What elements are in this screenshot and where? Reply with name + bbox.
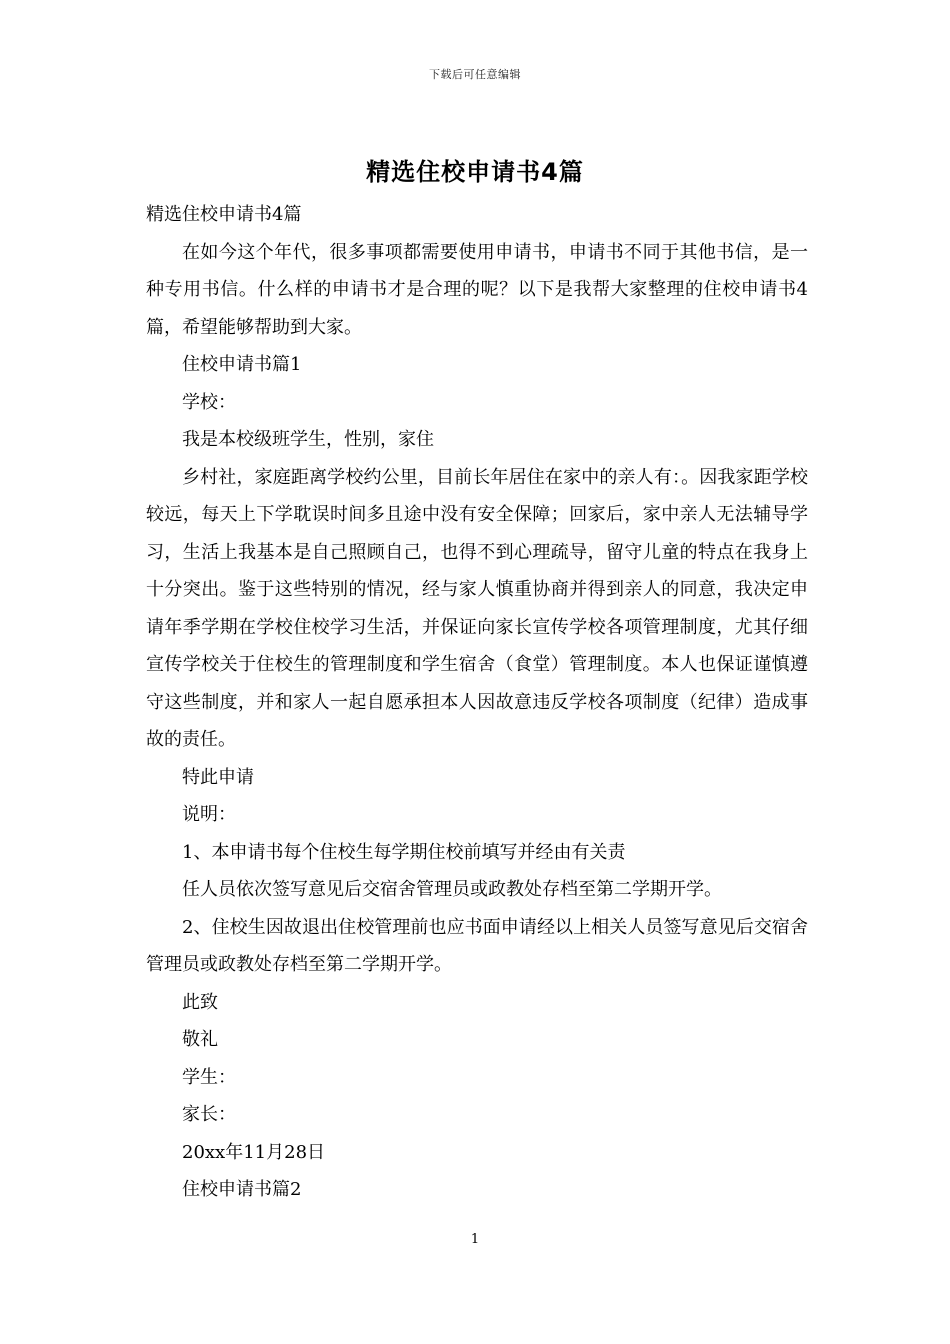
closing-greeting: 此致: [182, 991, 218, 1013]
document-title: 精选住校申请书4篇: [366, 158, 584, 186]
header-note: 下载后可任意编辑: [429, 68, 521, 81]
section-heading-1: 住校申请书篇1: [182, 354, 302, 375]
paragraph-request: 特此申请: [182, 766, 254, 788]
paragraph-note-1: 1、本申请书每个住校生每学期住校前填写并经由有关责: [182, 841, 626, 863]
paragraph-main: 乡村社，家庭距离学校约公里，目前长年居住在家中的亲人有：。因我家距学校较远，每天上下学耽误时间多且途中没有安全保障；回家后，家中亲人无法辅导学习，生活上我基本是自己照顾自己，也得不到心理疏导，留守儿童的特点在我身上十分突出。鉴于这些特别的情况，经与家人慎重协商并得到亲人的同意，我决定申请年季学期在学校住校学习生活，并保证向家长宣传学校各项管理制度，尤其仔细宣传学校关于住校生的管理制度和学生宿舍（食堂）管理制度。本人也保证谨慎遵守这些制度，并和家人一起自愿承担本人因故意违反学校各项制度（纪律）造成事故的责任。: [146, 466, 808, 750]
closing-salute: 敬礼: [182, 1029, 218, 1050]
section-heading-2: 住校申请书篇2: [182, 1179, 302, 1200]
paragraph-note-2: 2、住校生因故退出住校管理前也应书面申请经以上相关人员签写意见后交宿舍管理员或政教处存档至第二学期开学。: [146, 916, 808, 975]
paragraph-note-1-continued: 任人员依次签写意见后交宿舍管理员或政教处存档至第二学期开学。: [182, 879, 722, 900]
paragraph-note-label: 说明：: [182, 804, 236, 825]
salutation: 学校：: [182, 391, 236, 413]
page-number: 1: [470, 1232, 480, 1247]
signature-student: 学生：: [182, 1066, 236, 1088]
paragraph-intro: 在如今这个年代，很多事项都需要使用申请书，申请书不同于其他书信，是一种专用书信。什么样的申请书才是合理的呢？以下是我帮大家整理的住校申请书4篇，希望能够帮助到大家。: [146, 241, 808, 338]
document-body: [146, 196, 808, 1209]
paragraph-self-intro: 我是本校级班学生，性别，家住: [182, 429, 434, 450]
signature-parent: 家长：: [182, 1104, 236, 1125]
document-date: 20xx年11月28日: [182, 1141, 326, 1163]
paragraph-subtitle: 精选住校申请书4篇: [146, 204, 302, 225]
